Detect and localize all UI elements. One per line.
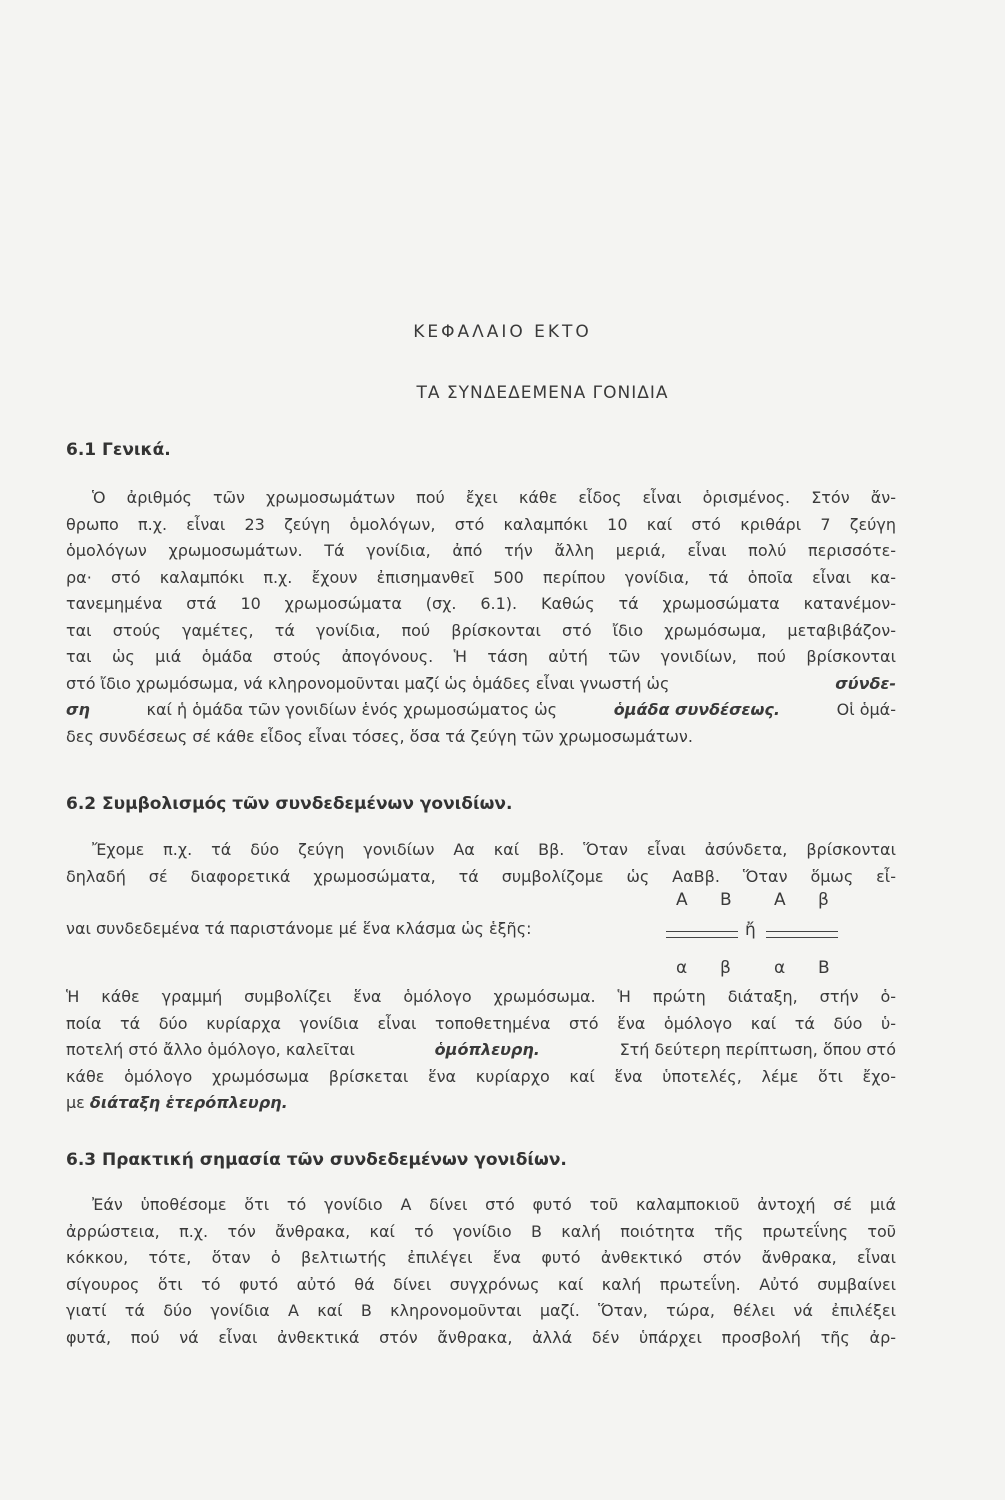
text-line: σίγουρος ὅτι τό φυτό αὐτό θά δίνει συγχρόνως καί καλή πρωτεΐνη. Αὐτό συμβαίνει xyxy=(66,1274,896,1294)
term-omopleuri: ὁμόπλευρη. xyxy=(434,1040,540,1059)
paragraph-6-2-formula-line xyxy=(66,916,666,943)
text-line xyxy=(66,1037,896,1064)
text-line: κόκκου, τότε, ὅταν ὁ βελτιωτής ἐπιλέγει ἕνα φυτό ἀνθεκτικό στόν ἄνθρακα, εἶναι xyxy=(66,1248,896,1267)
chapter-label: ΚΕΦΑΛΑΙΟ ΕΚΤΟ xyxy=(413,322,592,342)
paragraph-6-1 xyxy=(66,485,896,750)
term-syndesi-end: ση xyxy=(66,700,90,719)
text-line xyxy=(66,1090,896,1117)
text-line: τανεμημένα στά 10 χρωμοσώματα (σχ. 6.1). Καθώς τά χρωμοσώματα κατανέμον- xyxy=(66,594,896,613)
section-heading-6-1: 6.1 Γενικά. xyxy=(66,440,171,460)
paragraph-6-2 xyxy=(66,837,896,890)
section-heading-6-2: 6.2 Συμβολισμός τῶν συνδεδεμένων γονιδίων. xyxy=(66,794,513,814)
text-line: ὁμολόγων χρωμοσωμάτων. Τά γονίδια, ἀπό τήν ἄλλη μεριά, εἶναι πολύ περισσότε- xyxy=(66,541,896,560)
text-line: ρα· στό καλαμπόκι π.χ. ἔχουν ἐπισημανθεῖ 500 περίπου γονίδια, τά ὁποῖα εἶναι κα- xyxy=(66,567,896,587)
symbol: Β xyxy=(720,890,732,910)
symbol: Α xyxy=(676,890,688,910)
text-line: ται ὡς μιά ὁμάδα στούς ἀπογόνους. Ἡ τάση αὐτή τῶν γονιδίων, πού βρίσκονται xyxy=(66,647,896,666)
text-line: κάθε ὁμόλογο χρωμόσωμα βρίσκεται ἕνα κυρίαρχο καί ἕνα ὑποτελές, λέμε ὅτι ἔχο- xyxy=(66,1066,896,1086)
text-span: καί ἡ ὁμάδα τῶν γονιδίων ἑνός χρωμοσώματος ὡς xyxy=(146,700,558,719)
term-syndesi-start: σύνδε- xyxy=(835,673,896,693)
text-line: ποία τά δύο κυρίαρχα γονίδια εἶναι τοποθετημένα στό ἕνα ὁμόλογο καί τά δύο ὑ- xyxy=(66,1013,896,1033)
text-line: γιατί τά δύο γονίδια Α καί Β κληρονομοῦνται μαζί. Ὅταν, τώρα, θέλει νά ἐπιλέξει xyxy=(66,1301,896,1320)
text-line: Ὁ ἀριθμός τῶν χρωμοσωμάτων πού ἔχει κάθε εἶδος εἶναι ὁρισμένος. Στόν ἄν- xyxy=(92,488,896,507)
text-line: θρωπο π.χ. εἶναι 23 ζεύγη ὁμολόγων, στό καλαμπόκι 10 καί στό κριθάρι 7 ζεύγη xyxy=(66,514,896,534)
section-heading-6-3: 6.3 Πρακτική σημασία τῶν συνδεδεμένων γονιδίων. xyxy=(66,1150,567,1170)
text-line: φυτά, πού νά εἶναι ἀνθεκτικά στόν ἄνθρακα, ἀλλά δέν ὑπάρχει προσβολή τῆς ἀρ- xyxy=(66,1327,896,1347)
term-eteropleuri: διάταξη ἑτερόπλευρη. xyxy=(89,1093,288,1112)
symbol: Α xyxy=(774,890,786,910)
or-word: ἤ xyxy=(745,920,756,940)
paragraph-6-3 xyxy=(66,1192,896,1351)
text-line xyxy=(66,697,896,724)
paragraph-6-2-continued xyxy=(66,984,896,1117)
symbol: β xyxy=(818,890,829,910)
symbol: β xyxy=(720,958,731,978)
linkage-notation xyxy=(660,890,850,990)
fraction-bar xyxy=(766,931,838,938)
text-line: Ἐάν ὑποθέσομε ὅτι τό γονίδιο Α δίνει στό φυτό τοῦ καλαμποκιοῦ ἀντοχή σέ μιά xyxy=(92,1195,896,1214)
text-span: Οἱ ὁμά- xyxy=(836,700,896,719)
symbol: α xyxy=(676,958,688,978)
text-line xyxy=(66,671,896,698)
fraction-bar xyxy=(666,931,738,938)
text-span: ποτελή στό ἄλλο ὁμόλογο, καλεῖται xyxy=(66,1040,355,1059)
text-span: στό ἴδιο χρωμόσωμα, νά κληρονομοῦνται μαζί ὡς ὁμάδες εἶναι γνωστή ὡς xyxy=(66,673,670,693)
text-line: Ἔχομε π.χ. τά δύο ζεύγη γονιδίων Αα καί Ββ. Ὅταν εἶναι ἀσύνδετα, βρίσκονται xyxy=(92,840,896,859)
text-line: δες συνδέσεως σέ κάθε εἶδος εἶναι τόσες, ὅσα τά ζεύγη τῶν χρωμοσωμάτων. xyxy=(66,726,693,746)
text-line: Ἡ κάθε γραμμή συμβολίζει ἕνα ὁμόλογο χρωμόσωμα. Ἡ πρώτη διάταξη, στήν ὁ- xyxy=(66,987,896,1006)
chapter-title: ΤΑ ΣΥΝΔΕΔΕΜΕΝΑ ΓΟΝΙΔΙΑ xyxy=(416,383,669,403)
text-line: ναι συνδεδεμένα τά παριστάνομε μέ ἕνα κλάσμα ὡς ἑξῆς: xyxy=(66,919,532,938)
term-omada-syndeseos: ὁμάδα συνδέσεως. xyxy=(613,700,780,719)
text-span: Στή δεύτερη περίπτωση, ὅπου στό xyxy=(619,1040,896,1059)
symbol: Β xyxy=(818,958,830,978)
text-line: δηλαδή σέ διαφορετικά χρωμοσώματα, τά συμβολίζομε ὡς ΑαΒβ. Ὅταν ὅμως εἶ- xyxy=(66,866,896,886)
text-span: με xyxy=(66,1093,85,1112)
text-line: ἀρρώστεια, π.χ. τόν ἄνθρακα, καί τό γονίδιο Β καλή ποιότητα τῆς πρωτεΐνης τοῦ xyxy=(66,1221,896,1241)
text-line: ται στούς γαμέτες, τά γονίδια, πού βρίσκονται στό ἴδιο χρωμόσωμα, μεταβιβάζον- xyxy=(66,620,896,640)
symbol: α xyxy=(774,958,786,978)
